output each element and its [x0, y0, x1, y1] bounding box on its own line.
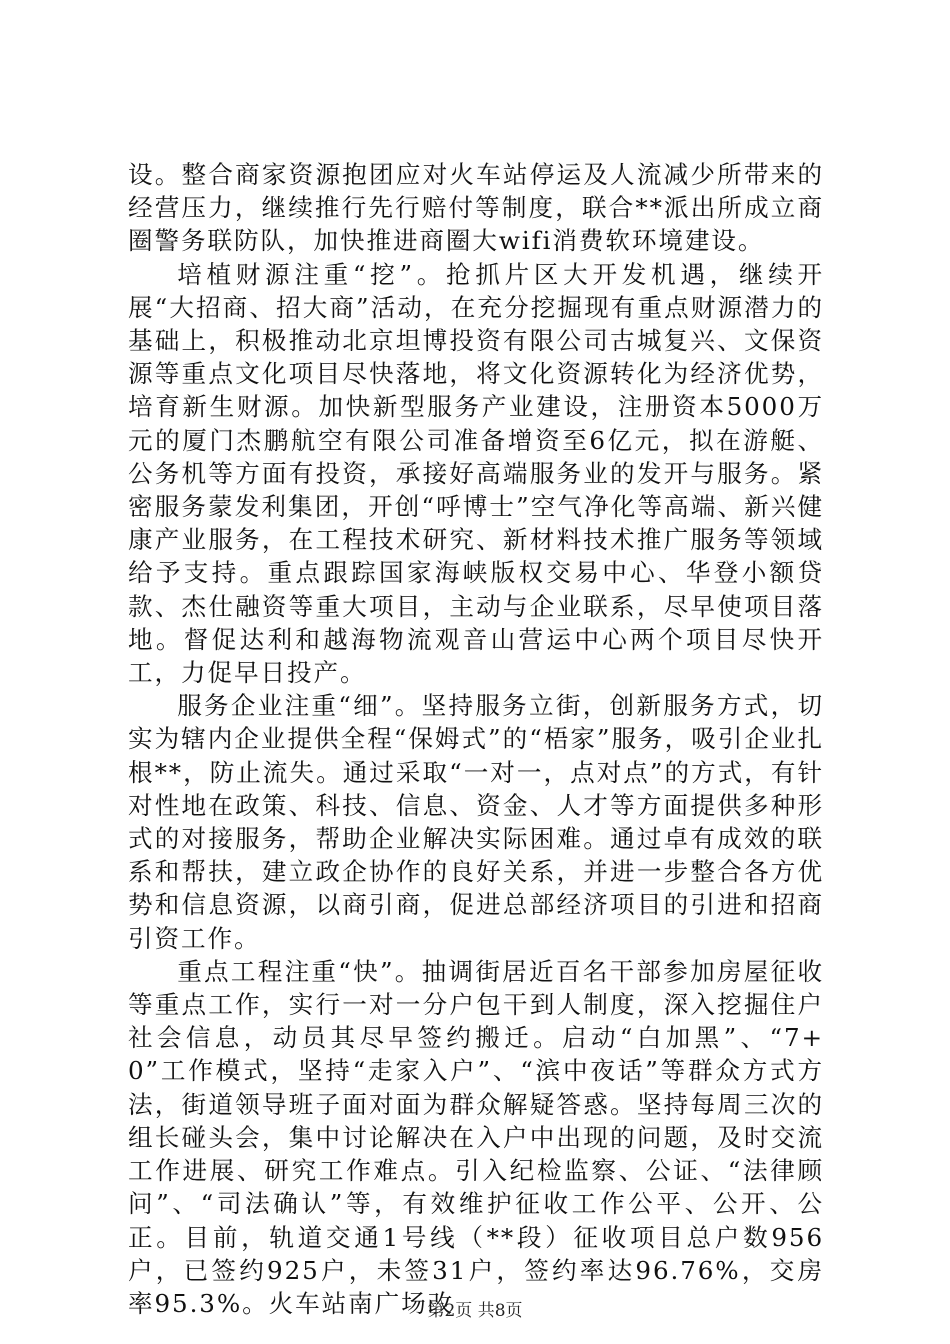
- document-body: [128, 158, 824, 1320]
- paragraph-1: 设。整合商家资源抱团应对火车站停运及人流减少所带来的经营压力，继续推行先行赔付等制度，联合**派出所成立商圈警务联防队，加快推进商圈大wifi消费软环境建设。: [128, 160, 824, 256]
- paragraph-2: 培植财源注重“挖”。抢抓片区大开发机遇，继续开展“大招商、招大商”活动，在充分挖掘现有重点财源潜力的基础上，积极推动北京坦博投资有限公司古城复兴、文保资源等重点文化项目尽快落地，将文化资源转化为经济优势，培育新生财源。加快新型服务产业建设，注册资本5000万元的厦门杰鹏航空有限公司准备增资至6亿元，拟在游艇、公务机等方面有投资，承接好高端服务业的发开与服务。紧密服务蒙发利集团，开创“呼博士”空气净化等高端、新兴健康产业服务，在工程技术研究、新材料技术推广服务等领域给予支持。重点跟踪国家海峡版权交易中心、华登小额贷款、杰仕融资等重大项目，主动与企业联系，尽早使项目落地。督促达利和越海物流观音山营运中心两个项目尽快开工，力促早日投产。: [128, 259, 824, 688]
- page-number-footer: 第2页 共8页: [427, 1301, 523, 1321]
- paragraph-3: 服务企业注重“细”。坚持服务立街，创新服务方式，切实为辖内企业提供全程“保姆式”的“梧家”服务，吸引企业扎根**，防止流失。通过采取“一对一，点对点”的方式，有针对性地在政策、科技、信息、资金、人才等方面提供多种形式的对接服务，帮助企业解决实际困难。通过卓有成效的联系和帮扶，建立政企协作的良好关系，并进一步整合各方优势和信息资源，以商引商，促进总部经济项目的引进和招商引资工作。: [128, 691, 824, 953]
- paragraph-4: 重点工程注重“快”。抽调街居近百名干部参加房屋征收等重点工作，实行一对一分户包干到人制度，深入挖掘住户社会信息，动员其尽早签约搬迁。启动“白加黑”、“7+0”工作模式，坚持“走家入户”、“滨中夜话”等群众方式方法，街道领导班子面对面为群众解疑答惑。坚持每周三次的组长碰头会，集中讨论解决在入户中出现的问题，及时交流工作进展、研究工作难点。引入纪检监察、公证、“法律顾问”、“司法确认”等，有效维护征收工作公平、公开、公正。目前，轨道交通1号线（**段）征收项目总户数956户，已签约925户，未签31户，签约率达96.76%，交房率95.3%。火车站南广场改: [128, 956, 824, 1318]
